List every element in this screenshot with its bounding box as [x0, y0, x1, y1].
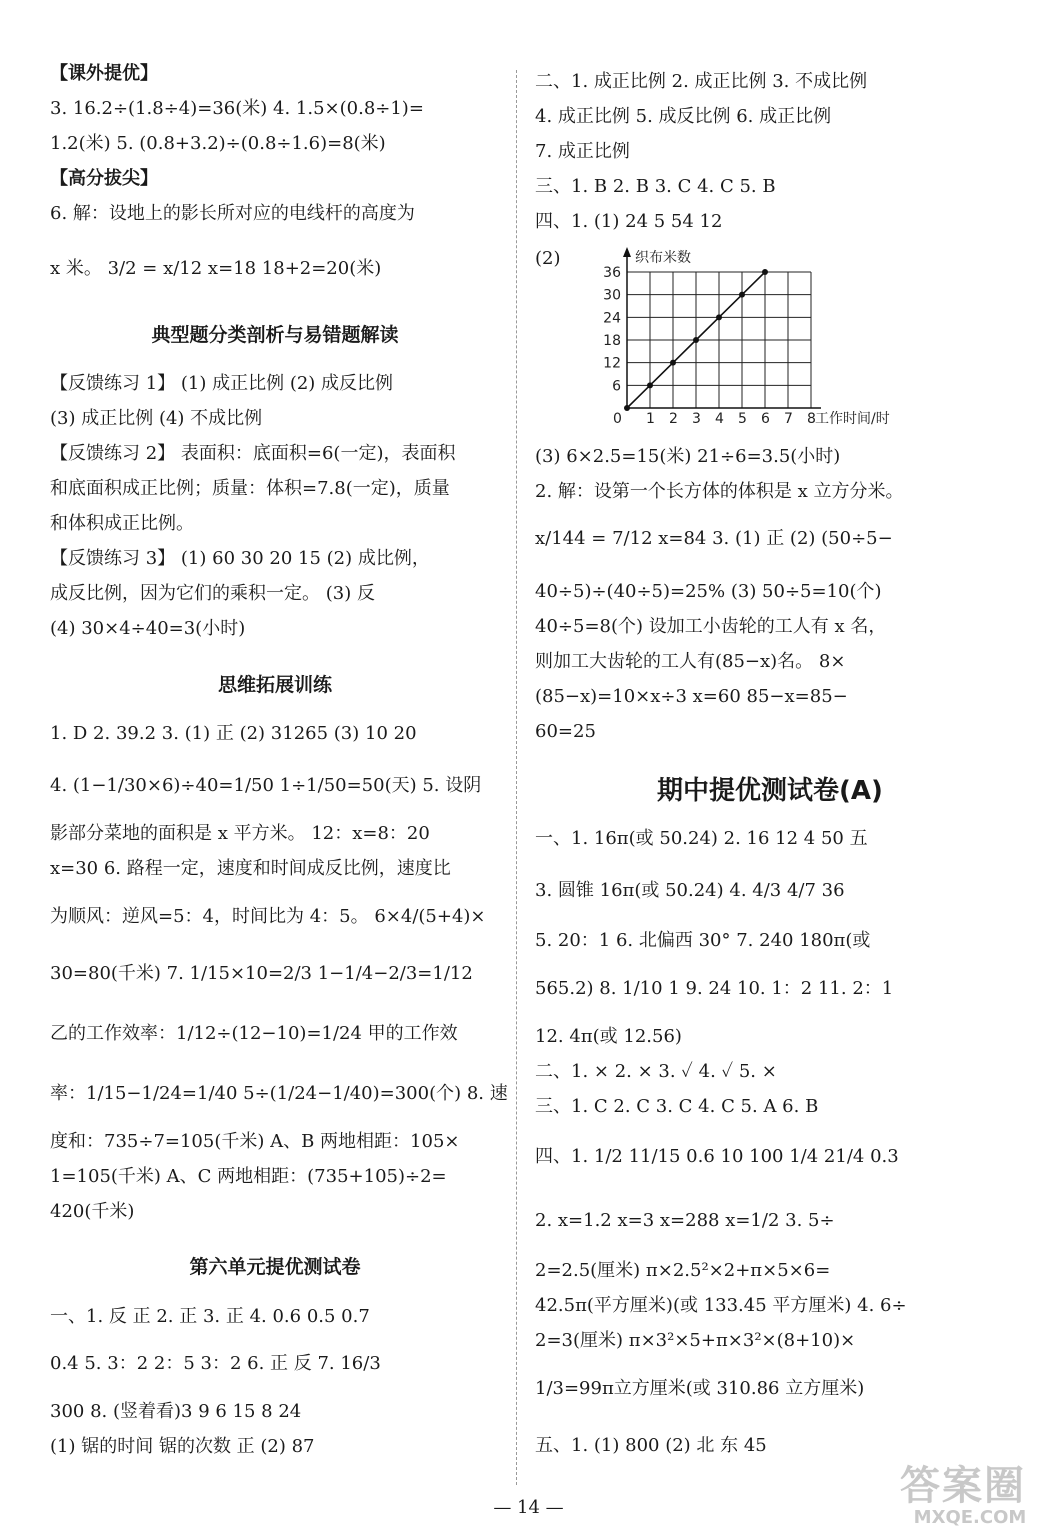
- watermark-url: MXQE.COM: [913, 1507, 1027, 1528]
- y-tick-label: 12: [603, 355, 621, 372]
- text-line: 7. 成正比例: [535, 141, 630, 162]
- text-line: 乙的工作效率：1/12÷(12−10)=1/24 甲的工作效: [50, 1023, 458, 1044]
- text-line: 1.2(米) 5. (0.8+3.2)÷(0.8÷1.6)=8(米): [50, 133, 386, 154]
- page-number: — 14 —: [493, 1497, 564, 1518]
- section-heading: 典型题分类剖析与易错题解读: [151, 324, 399, 346]
- text-line: 5. 20：1 6. 北偏西 30° 7. 240 180π(或: [535, 930, 871, 951]
- y-tick-label: 24: [603, 310, 621, 327]
- text-line: 【高分拔尖】: [50, 168, 158, 189]
- data-point: [693, 337, 699, 343]
- text-line: 和体积成正比例。: [50, 513, 194, 534]
- x-tick-label: 7: [784, 411, 793, 427]
- text-line: 四、1. 1/2 11/15 0.6 10 100 1/4 21/4 0.3: [535, 1146, 899, 1167]
- x-tick-label: 8: [807, 411, 816, 427]
- text-line: 影部分菜地的面积是 x 平方米。 12：x=8：20: [50, 823, 430, 844]
- x-tick-label: 6: [761, 411, 770, 427]
- line-chart: [570, 245, 890, 430]
- text-line: 12. 4π(或 12.56): [535, 1026, 682, 1047]
- text-line: 40÷5)÷(40÷5)=25% (3) 50÷5=10(个): [535, 581, 882, 602]
- text-line: 则加工大齿轮的工人有(85−x)名。 8×: [535, 651, 846, 672]
- text-line: 率：1/15−1/24=1/40 5÷(1/24−1/40)=300(个) 8. 速: [50, 1083, 508, 1104]
- data-point: [670, 360, 676, 366]
- section-heading: 期中提优测试卷(A): [657, 776, 883, 806]
- x-tick-label: 2: [669, 411, 678, 427]
- text-line: 【反馈练习 2】 表面积：底面积=6(一定)，表面积: [50, 443, 456, 464]
- text-line: (3) 成正比例 (4) 不成比例: [50, 408, 263, 429]
- text-line: 300 8. (竖着看)3 9 6 15 8 24: [50, 1401, 302, 1422]
- text-line: 为顺风：逆风=5：4，时间比为 4：5。 6×4/(5+4)×: [50, 906, 486, 927]
- text-line: x=30 6. 路程一定，速度和时间成反比例，速度比: [50, 858, 451, 879]
- text-line: 2. 解：设第一个长方体的体积是 x 立方分米。: [535, 481, 904, 502]
- text-line: 3. 圆锥 16π(或 50.24) 4. 4/3 4/7 36: [535, 880, 845, 901]
- text-line: (85−x)=10×x÷3 x=60 85−x=85−: [535, 686, 848, 707]
- y-tick-label: 18: [603, 333, 621, 349]
- text-line: 三、1. C 2. C 3. C 4. C 5. A 6. B: [535, 1096, 819, 1117]
- x-tick-label: 3: [692, 411, 701, 427]
- y-tick-label: 36: [603, 265, 621, 281]
- text-line: 42.5π(平方厘米)(或 133.45 平方厘米) 4. 6÷: [535, 1295, 907, 1316]
- text-line: 1. D 2. 39.2 3. (1) 正 (2) 31265 (3) 10 20: [50, 723, 417, 744]
- x-tick-label: 1: [646, 411, 655, 427]
- y-tick-label: 6: [612, 378, 621, 395]
- text-line: 成反比例，因为它们的乘积一定。 (3) 反: [50, 583, 375, 604]
- watermark-text: 答案圈: [900, 1463, 1026, 1509]
- watermark-logo: [900, 1465, 1040, 1527]
- text-line: 一、1. 反 正 2. 正 3. 正 4. 0.6 0.5 0.7: [50, 1306, 370, 1327]
- text-line: 度和：735÷7=105(千米) A、B 两地相距：105×: [50, 1131, 460, 1152]
- text-line: 二、1. × 2. × 3. ✓ 4. ✓ 5. ×: [535, 1061, 777, 1082]
- text-line: 【课外提优】: [50, 63, 158, 84]
- text-line: 五、1. (1) 800 (2) 北 东 45: [535, 1435, 767, 1456]
- text-line: 2. x=1.2 x=3 x=288 x=1/2 3. 5÷: [535, 1210, 835, 1231]
- text-line: 一、1. 16π(或 50.24) 2. 16 12 4 50 五: [535, 828, 868, 849]
- text-line: 4. 成正比例 5. 成反比例 6. 成正比例: [535, 106, 832, 127]
- y-tick-label: 30: [603, 287, 621, 304]
- data-point: [739, 292, 745, 298]
- text-line: 40÷5=8(个) 设加工小齿轮的工人有 x 名，: [535, 616, 887, 637]
- section-heading: 第六单元提优测试卷: [189, 1256, 361, 1278]
- x-tick-label: 5: [738, 411, 747, 427]
- text-line: 四、1. (1) 24 5 54 12: [535, 211, 723, 232]
- text-line: 420(千米): [50, 1201, 135, 1222]
- x-axis-label: 工作时间/时: [815, 411, 890, 427]
- x-tick-label: 4: [715, 411, 724, 427]
- data-point: [762, 269, 768, 275]
- text-line: 30=80(千米) 7. 1/15×10=2/3 1−1/4−2/3=1/12: [50, 963, 473, 984]
- data-point: [716, 314, 722, 320]
- text-line: 4. (1−1/30×6)÷40=1/50 1÷1/50=50(天) 5. 设阴: [50, 775, 482, 796]
- text-line: (4) 30×4÷40=3(小时): [50, 618, 246, 639]
- text-line: 1=105(千米) A、C 两地相距：(735+105)÷2=: [50, 1166, 447, 1187]
- y-axis-label: 织布米数: [635, 250, 691, 266]
- text-line: (2): [535, 248, 561, 269]
- text-line: 3. 16.2÷(1.8÷4)=36(米) 4. 1.5×(0.8÷1)=: [50, 98, 424, 119]
- text-line: 和底面积成正比例；质量：体积=7.8(一定)，质量: [50, 478, 450, 499]
- text-line: 2=2.5(厘米) π×2.5²×2+π×5×6=: [535, 1260, 831, 1281]
- text-line: 2=3(厘米) π×3²×5+π×3²×(8+10)×: [535, 1330, 856, 1351]
- text-line: 60=25: [535, 721, 596, 742]
- x-tick-label: 0: [613, 411, 622, 427]
- text-line: 【反馈练习 1】 (1) 成正比例 (2) 成反比例: [50, 373, 394, 394]
- data-point: [647, 382, 653, 388]
- data-point: [624, 405, 630, 411]
- column-divider: [516, 70, 517, 1485]
- text-line: 二、1. 成正比例 2. 成正比例 3. 不成比例: [535, 71, 868, 92]
- text-line: 【反馈练习 3】 (1) 60 30 20 15 (2) 成比例，: [50, 548, 430, 569]
- text-line: 565.2) 8. 1/10 1 9. 24 10. 1：2 11. 2：1: [535, 978, 894, 999]
- y-axis-arrow: [623, 247, 631, 257]
- text-line: (3) 6×2.5=15(米) 21÷6=3.5(小时): [535, 446, 841, 467]
- text-line: 6. 解：设地上的影长所对应的电线杆的高度为: [50, 203, 415, 224]
- text-line: (1) 锯的时间 锯的次数 正 (2) 87: [50, 1436, 315, 1457]
- text-line: 1/3=99π立方厘米(或 310.86 立方厘米): [535, 1378, 865, 1399]
- text-line: x 米。 3/2 = x/12 x=18 18+2=20(米): [50, 258, 382, 279]
- section-heading: 思维拓展训练: [217, 674, 332, 696]
- text-line: 三、1. B 2. B 3. C 4. C 5. B: [535, 176, 776, 197]
- text-line: 0.4 5. 3：2 2：5 3：2 6. 正 反 7. 16/3: [50, 1353, 381, 1374]
- text-line: x/144 = 7/12 x=84 3. (1) 正 (2) (50÷5−: [535, 528, 893, 549]
